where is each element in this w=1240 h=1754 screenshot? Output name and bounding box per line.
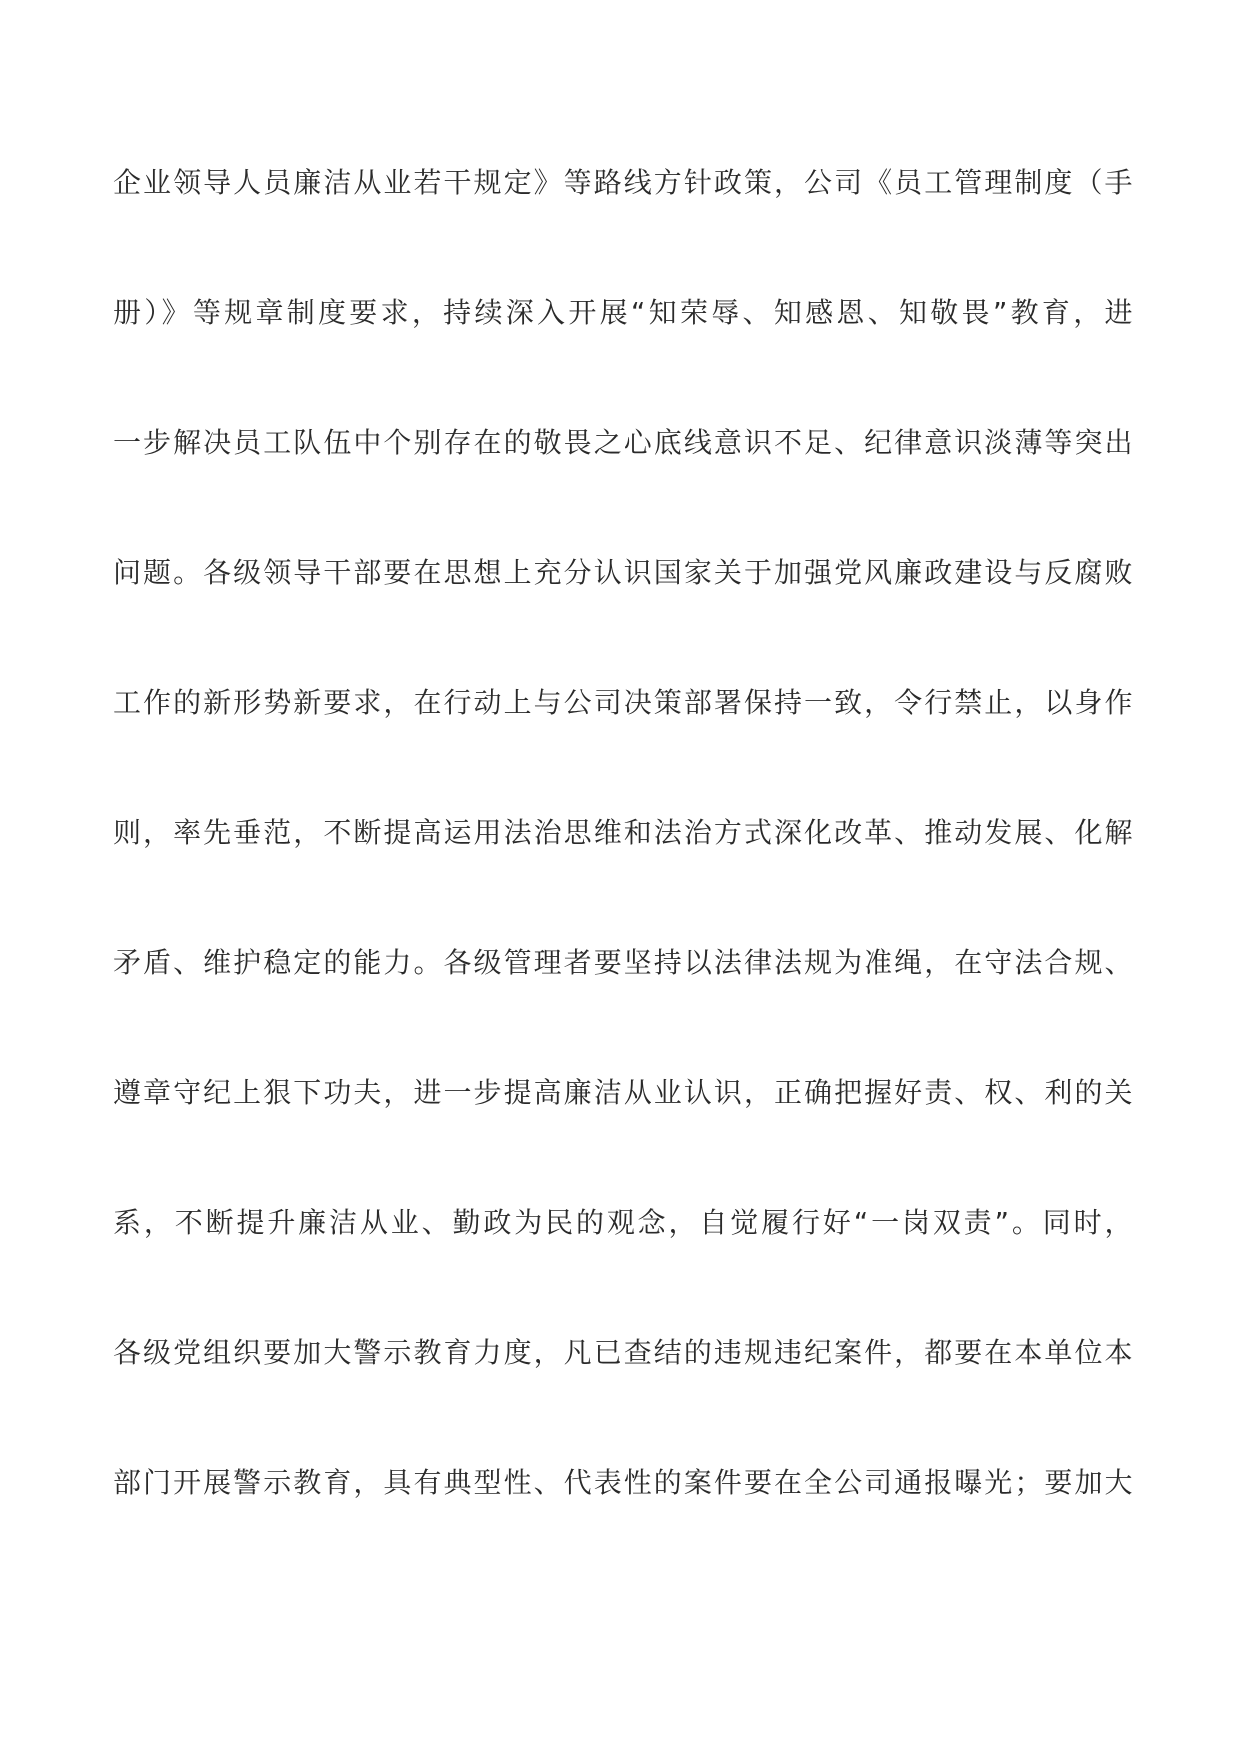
text-line: 各级党组织要加大警示教育力度，凡已查结的违规违纪案件，都要在本单位本	[113, 1336, 1133, 1369]
text-line: 册）》等规章制度要求，持续深入开展“知荣辱、知感恩、知敬畏”教育，进	[113, 296, 1133, 329]
text-line: 一步解决员工队伍中个别存在的敬畏之心底线意识不足、纪律意识淡薄等突出	[113, 426, 1133, 459]
text-line: 则，率先垂范，不断提高运用法治思维和法治方式深化改革、推动发展、化解	[113, 816, 1133, 849]
text-line: 系，不断提升廉洁从业、勤政为民的观念，自觉履行好“一岗双责”。同时，	[113, 1206, 1133, 1239]
text-line: 部门开展警示教育，具有典型性、代表性的案件要在全公司通报曝光；要加大	[113, 1466, 1133, 1499]
text-line: 矛盾、维护稳定的能力。各级管理者要坚持以法律法规为准绳，在守法合规、	[113, 946, 1133, 979]
text-line: 遵章守纪上狠下功夫，进一步提高廉洁从业认识，正确把握好责、权、利的关	[113, 1076, 1133, 1109]
text-line: 问题。各级领导干部要在思想上充分认识国家关于加强党风廉政建设与反腐败	[113, 556, 1133, 589]
text-line: 工作的新形势新要求，在行动上与公司决策部署保持一致，令行禁止，以身作	[113, 686, 1133, 719]
body-text	[113, 168, 1133, 1598]
text-line: 企业领导人员廉洁从业若干规定》等路线方针政策，公司《员工管理制度（手	[113, 166, 1133, 199]
